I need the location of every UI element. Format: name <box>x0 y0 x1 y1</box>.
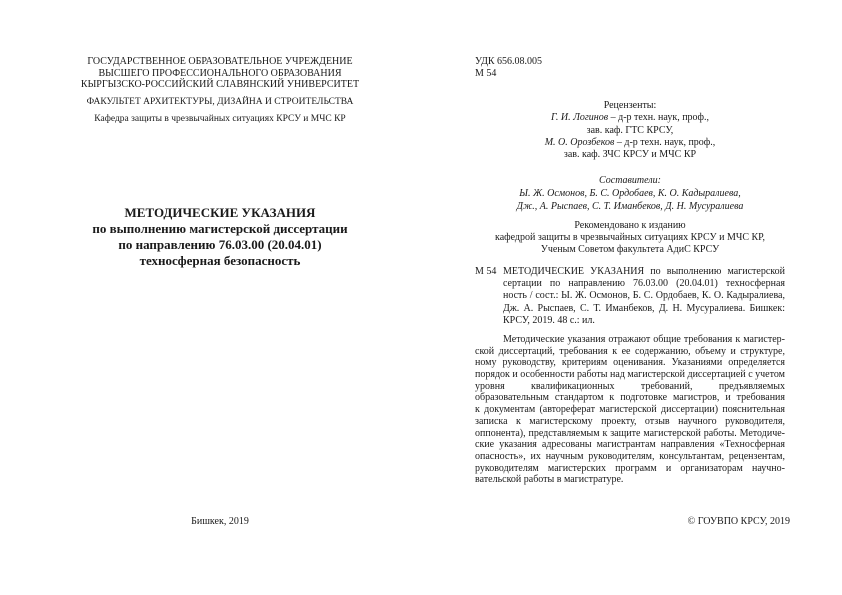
bibliographic-record <box>503 266 785 327</box>
compilers-line: Дж., А. Рыспаев, С. Т. Иманбеков, Д. Н. Мусуралиева <box>516 201 744 212</box>
abstract-line: ские указания адресованы магистрантам направления «Техносферная <box>475 439 785 451</box>
title-line: МЕТОДИЧЕСКИЕ УКАЗАНИЯ <box>124 205 316 220</box>
reviewer-line <box>475 137 785 149</box>
reviewer-title: – д-р техн. наук, проф., <box>608 112 710 124</box>
copyright: © ГОУВПО КРСУ, 2019 <box>687 516 790 527</box>
recommendation-line: кафедрой защиты в чрезвычайных ситуациях КРСУ и МЧС КР, <box>495 232 765 244</box>
institution-line: ВЫСШЕГО ПРОФЕССИОНАЛЬНОГО ОБРАЗОВАНИЯ <box>98 67 342 79</box>
reviewer-line <box>475 112 785 124</box>
left-footer: Бишкек, 2019 <box>191 516 249 527</box>
institution-line: КЫРГЫЗСКО-РОССИЙСКИЙ СЛАВЯНСКИЙ УНИВЕРСИТЕТ <box>80 79 360 91</box>
reviewers-label: Рецензенты: <box>603 100 657 111</box>
reviewer-line: зав. каф. ГТС КРСУ, <box>586 124 674 136</box>
department-name: Кафедра защиты в чрезвычайных ситуациях КРСУ и МЧС КР <box>94 114 346 124</box>
institution-name <box>40 56 400 91</box>
compilers-line: Ы. Ж. Осмонов, Б. С. Ордобаев, К. О. Кадыралиева, <box>519 188 741 199</box>
reviewer-name: Г. И. Логинов <box>550 112 609 124</box>
biblio-line: Дж. А. Рыспаев, С. Т. Иманбеков, Д. Н. Мусуралиева. Бишкек: <box>503 302 785 314</box>
udk: УДК 656.08.005 <box>475 56 543 67</box>
abstract-line: порядок и особенности работы над магистерской диссертацией с учетом <box>475 369 785 381</box>
reviewer-name: М. О. Орозбеков <box>544 136 615 148</box>
recommendation-line: Ученым Советом факультета АдиС КРСУ <box>540 244 720 256</box>
abstract-line: к документам (автореферат магистерской диссертации) пояснительная <box>475 404 785 416</box>
title-line: по направлению 76.03.00 (20.04.01) <box>118 237 322 252</box>
reviewer-line: зав. каф. ЗЧС КРСУ и МЧС КР <box>563 149 697 161</box>
faculty-name: ФАКУЛЬТЕТ АРХИТЕКТУРЫ, ДИЗАЙНА И СТРОИТЕЛЬСТВА <box>86 97 354 107</box>
recommendation-block <box>475 220 785 257</box>
reviewer-title: – д-р техн. наук, проф., <box>614 136 716 148</box>
abstract-line: вательской работы в магистратуре. <box>475 474 624 486</box>
catalog-code: М 54 <box>475 68 497 79</box>
udk-block <box>475 56 542 80</box>
biblio-line: КРСУ, 2019. 48 с.: ил. <box>503 314 595 326</box>
compilers-block <box>475 174 785 213</box>
abstract-line: руководителям магистерских программ и организаторам научно- <box>475 462 785 474</box>
reviewers-block <box>475 100 785 161</box>
abstract-line: опасность», их научным руководителям, консультантам, рецензентам, <box>475 450 785 462</box>
biblio-line: ность / сост.: Ы. Ж. Осмонов, Б. С. Ордобаев, К. О. Кадыралиева, <box>503 290 785 302</box>
document-title <box>40 205 400 269</box>
biblio-code: М 54 <box>475 266 497 277</box>
abstract-line: уровня квалификационных требований, предъявляемых <box>475 380 785 392</box>
biblio-line: МЕТОДИЧЕСКИЕ УКАЗАНИЯ по выполнению магистерской <box>503 266 785 277</box>
institution-line: ГОСУДАРСТВЕННОЕ ОБРАЗОВАТЕЛЬНОЕ УЧРЕЖДЕНИЕ <box>87 56 353 67</box>
recommendation-line: Рекомендовано к изданию <box>574 220 686 231</box>
abstract-line: ному руководству, критериям оценивания. Указаниями определяется <box>475 357 785 369</box>
title-line: по выполнению магистерской диссертации <box>92 221 348 236</box>
abstract <box>475 334 785 486</box>
abstract-line: оппонента), представляемым к защите магистерской работы. Методиче- <box>475 427 785 439</box>
abstract-line: ской диссертаций, требования к ее содержанию, объему и структуре, <box>475 345 785 357</box>
abstract-line: записка к магистерскому проекту, отзыв научного руководителя, <box>475 415 785 427</box>
abstract-line: Методические указания отражают общие требования к магистер- <box>503 334 785 345</box>
title-line: техносферная безопасность <box>139 253 301 268</box>
biblio-line: сертации по направлению 76.03.00 (20.04.01) техносферная <box>503 278 785 290</box>
compilers-label: Составители: <box>599 175 661 186</box>
abstract-line: образовательным стандартом к подготовке магистров, и требования <box>475 392 785 404</box>
